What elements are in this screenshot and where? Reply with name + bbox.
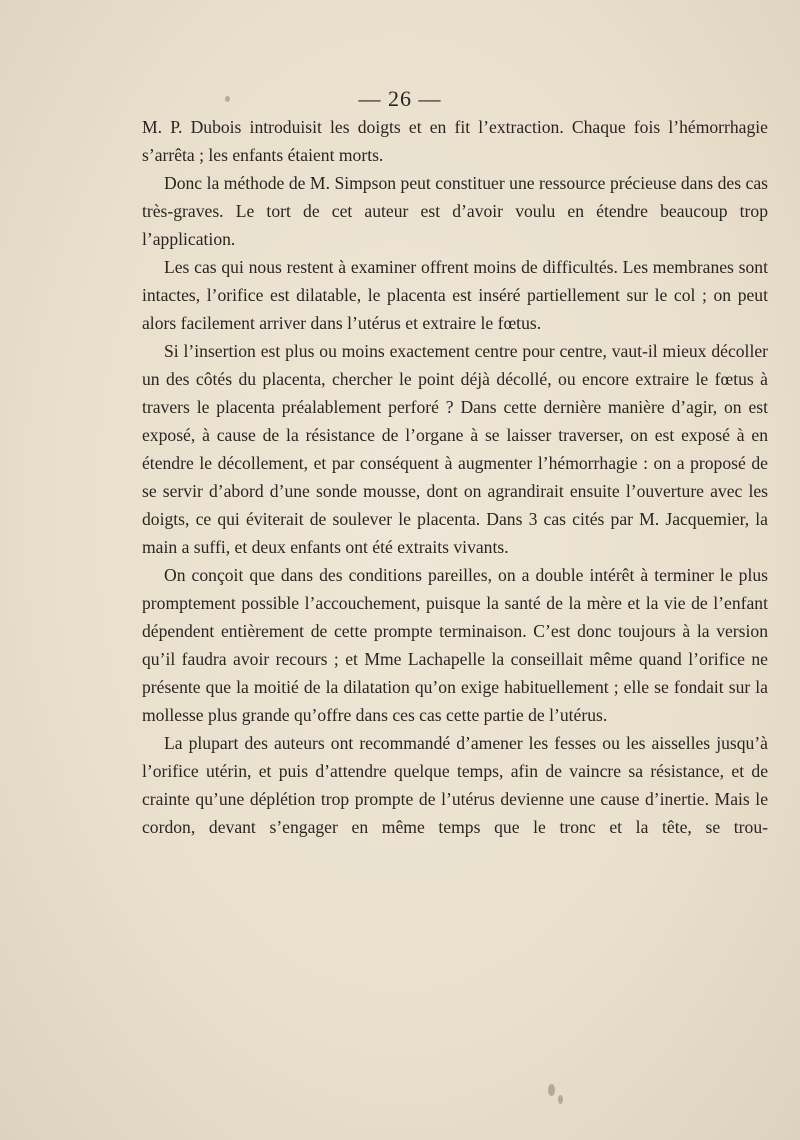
body-text <box>142 113 768 841</box>
ink-fleck <box>558 1095 563 1104</box>
page-number: — 26 — <box>358 86 442 111</box>
paragraph: Si l’insertion est plus ou moins exactement centre pour centre, vaut-il mieux décoller un des côtés du placenta, chercher le point déjà décollé, ou encore extraire le fœtus à travers le placenta préalablement perforé ? Dans cette dernière manière d’agir, on est exposé, à cause de la résistance de l’organe à se laisser traverser, on est exposé à en étendre le décollement, et par conséquent à augmenter l’hémorrhagie : on a proposé de se servir d’abord d’une sonde mousse, dont on agrandirait ensuite l’ouverture avec les doigts, ce qui éviterait de soulever le placenta. Dans 3 cas cités par M. Jacquemier, la main a suffi, et deux enfants ont été extraits vivants. <box>142 341 768 557</box>
paragraph: Les cas qui nous restent à examiner offrent moins de difficultés. Les membranes sont intactes, l’orifice est dilatable, le placenta est inséré partiellement sur le col ; on peut alors facilement arriver dans l’utérus et extraire le fœtus. <box>142 257 768 333</box>
ink-fleck <box>548 1084 555 1096</box>
paragraph: On conçoit que dans des conditions pareilles, on a double intérêt à terminer le plus promptement possible l’accouchement, puisque la santé de la mère et la vie de l’enfant dépendent entièrement de cette prompte terminaison. C’est donc toujours à la version qu’il faudra avoir recours ; et Mme Lachapelle la conseillait même quand l’orifice ne présente que la moitié de la dilatation qu’on exige habituellement ; elle se fondait sur la mollesse plus grande qu’offre dans ces cas cette partie de l’utérus. <box>142 565 768 725</box>
paragraph: La plupart des auteurs ont recommandé d’amener les fesses ou les aisselles jusqu’à l’orifice utérin, et puis d’attendre quelque temps, afin de vaincre sa résistance, et de crainte qu’une déplétion trop prompte de l’utérus devienne une cause d’inertie. Mais le cordon, devant s’engager en même temps que le tronc et la tête, se trou- <box>142 733 768 837</box>
paragraph: M. P. Dubois introduisit les doigts et en fit l’extraction. Chaque fois l’hémorrhagie s’arrêta ; les enfants étaient morts. <box>142 117 768 165</box>
paragraph: Donc la méthode de M. Simpson peut constituer une ressource précieuse dans des cas très-graves. Le tort de cet auteur est d’avoir voulu en étendre beaucoup trop l’application. <box>142 173 768 249</box>
ink-fleck <box>225 96 230 102</box>
